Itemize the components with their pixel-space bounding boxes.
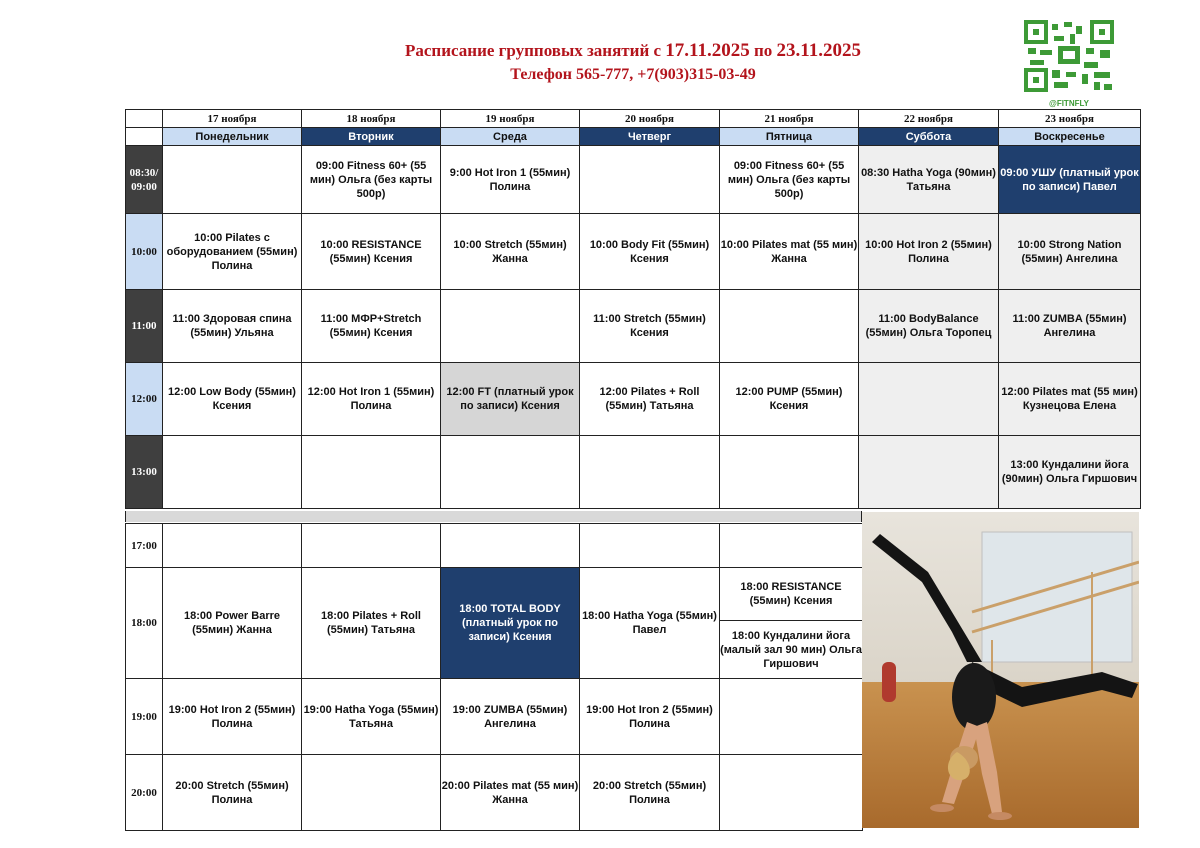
class-cell: 11:00 Здоровая спина (55мин) Ульяна (163, 290, 302, 363)
time-label: 19:00 (126, 679, 163, 755)
day-friday: Пятница (720, 128, 859, 146)
class-cell (580, 436, 720, 509)
class-cell: 11:00 Stretch (55мин) Ксения (580, 290, 720, 363)
class-cell (302, 436, 441, 509)
class-cell: 09:00 Fitness 60+ (55 мин) Ольга (без карты 500р) (302, 146, 441, 214)
class-cell: 10:00 Hot Iron 2 (55мин) Полина (859, 214, 999, 290)
class-cell-split (720, 568, 863, 679)
class-cell (720, 436, 859, 509)
class-cell: 20:00 Pilates mat (55 мин) Жанна (441, 755, 580, 831)
class-cell (720, 755, 863, 831)
day-monday: Понедельник (163, 128, 302, 146)
class-cell (302, 755, 441, 831)
schedule-table-evening (125, 523, 863, 831)
class-cell: 09:00 УШУ (платный урок по записи) Павел (999, 146, 1141, 214)
time-label: 13:00 (126, 436, 163, 509)
class-cell: 12:00 Hot Iron 1 (55мин) Полина (302, 363, 441, 436)
days-row (126, 128, 1141, 146)
class-cell: 10:00 Strong Nation (55мин) Ангелина (999, 214, 1141, 290)
time-label: 17:00 (126, 524, 163, 568)
time-row-1000 (126, 214, 1141, 290)
class-cell: 18:00 Hatha Yoga (55мин) Павел (580, 568, 720, 679)
class-cell (441, 290, 580, 363)
class-cell: 19:00 Hot Iron 2 (55мин) Полина (163, 679, 302, 755)
time-row-1300 (126, 436, 1141, 509)
class-cell: 12:00 Low Body (55мин) Ксения (163, 363, 302, 436)
time-label: 18:00 (126, 568, 163, 679)
time-row-1100 (126, 290, 1141, 363)
qr-code-icon[interactable] (1024, 20, 1114, 92)
class-cell: 20:00 Stretch (55мин) Полина (163, 755, 302, 831)
time-row-1700 (126, 524, 863, 568)
page-title (0, 38, 1200, 63)
class-cell: 10:00 Body Fit (55мин) Ксения (580, 214, 720, 290)
dates-row (126, 110, 1141, 128)
date-from: 17.11.2025 (665, 40, 750, 61)
date-to: 23.11.2025 (776, 40, 861, 61)
header (0, 38, 1200, 87)
day-saturday: Суббота (859, 128, 999, 146)
section-divider (125, 511, 862, 522)
class-cell: 12:00 FT (платный урок по записи) Ксения (441, 363, 580, 436)
class-cell (580, 524, 720, 568)
class-cell: 11:00 BodyBalance (55мин) Ольга Торопец (859, 290, 999, 363)
class-cell (163, 146, 302, 214)
class-cell (859, 363, 999, 436)
class-cell: 10:00 RESISTANCE (55мин) Ксения (302, 214, 441, 290)
date-cell: 21 ноября (720, 110, 859, 128)
time-label: 08:30/ 09:00 (126, 146, 163, 214)
qr-block[interactable] (1024, 20, 1114, 108)
class-cell (163, 524, 302, 568)
class-cell: 12:00 PUMP (55мин) Ксения (720, 363, 859, 436)
class-cell: 19:00 ZUMBA (55мин) Ангелина (441, 679, 580, 755)
schedule-table-morning (125, 109, 1141, 509)
day-thursday: Четверг (580, 128, 720, 146)
dancer-photo-illustration (862, 512, 1139, 828)
class-cell: 18:00 Pilates + Roll (55мин) Татьяна (302, 568, 441, 679)
date-cell: 17 ноября (163, 110, 302, 128)
date-cell: 19 ноября (441, 110, 580, 128)
corner-cell (126, 128, 163, 146)
time-row-1800 (126, 568, 863, 679)
phone-line: Телефон 565-777, +7(903)315-03-49 (510, 66, 756, 83)
time-row-1200 (126, 363, 1141, 436)
date-cell: 23 ноября (999, 110, 1141, 128)
class-cell: 18:00 Power Barre (55мин) Жанна (163, 568, 302, 679)
date-cell: 22 ноября (859, 110, 999, 128)
class-cell (302, 524, 441, 568)
class-cell: 10:00 Pilates mat (55 мин) Жанна (720, 214, 859, 290)
day-sunday: Воскресенье (999, 128, 1141, 146)
class-cell (720, 679, 863, 755)
class-cell: 12:00 Pilates mat (55 мин) Кузнецова Елена (999, 363, 1141, 436)
class-cell (720, 524, 863, 568)
class-cell: 18:00 TOTAL BODY (платный урок по записи) Ксения (441, 568, 580, 679)
date-cell: 18 ноября (302, 110, 441, 128)
studio-photo (862, 512, 1139, 828)
day-tuesday: Вторник (302, 128, 441, 146)
date-cell: 20 ноября (580, 110, 720, 128)
class-cell (720, 290, 859, 363)
class-cell: 9:00 Hot Iron 1 (55мин) Полина (441, 146, 580, 214)
class-cell: 09:00 Fitness 60+ (55 мин) Ольга (без карты 500р) (720, 146, 859, 214)
class-cell: 20:00 Stretch (55мин) Полина (580, 755, 720, 831)
class-cell: 19:00 Hatha Yoga (55мин) Татьяна (302, 679, 441, 755)
class-cell: 18:00 Кундалини йога (малый зал 90 мин) Ольга Гиршович (720, 629, 862, 670)
class-cell: 10:00 Pilates с оборудованием (55мин) Полина (163, 214, 302, 290)
day-wednesday: Среда (441, 128, 580, 146)
time-label: 11:00 (126, 290, 163, 363)
class-cell: 08:30 Hatha Yoga (90мин) Татьяна (859, 146, 999, 214)
class-cell: 10:00 Stretch (55мин) Жанна (441, 214, 580, 290)
class-cell: 12:00 Pilates + Roll (55мин) Татьяна (580, 363, 720, 436)
class-cell: 11:00 МФР+Stretch (55мин) Ксения (302, 290, 441, 363)
title-prefix: Расписание групповых занятий с (405, 41, 666, 60)
class-cell: 19:00 Hot Iron 2 (55мин) Полина (580, 679, 720, 755)
title-mid: по (749, 41, 777, 60)
time-row-0830 (126, 146, 1141, 214)
class-cell (441, 524, 580, 568)
class-cell (163, 436, 302, 509)
class-cell (441, 436, 580, 509)
class-cell: 18:00 RESISTANCE (55мин) Ксения (720, 568, 862, 621)
time-row-1900 (126, 679, 863, 755)
time-label: 10:00 (126, 214, 163, 290)
class-cell (859, 436, 999, 509)
time-row-2000 (126, 755, 863, 831)
time-label: 20:00 (126, 755, 163, 831)
class-cell: 13:00 Кундалини йога (90мин) Ольга Гиршович (999, 436, 1141, 509)
class-cell: 11:00 ZUMBA (55мин) Ангелина (999, 290, 1141, 363)
corner-cell (126, 110, 163, 128)
time-label: 12:00 (126, 363, 163, 436)
class-cell (580, 146, 720, 214)
social-handle[interactable]: @FITNFLY (1049, 99, 1089, 108)
